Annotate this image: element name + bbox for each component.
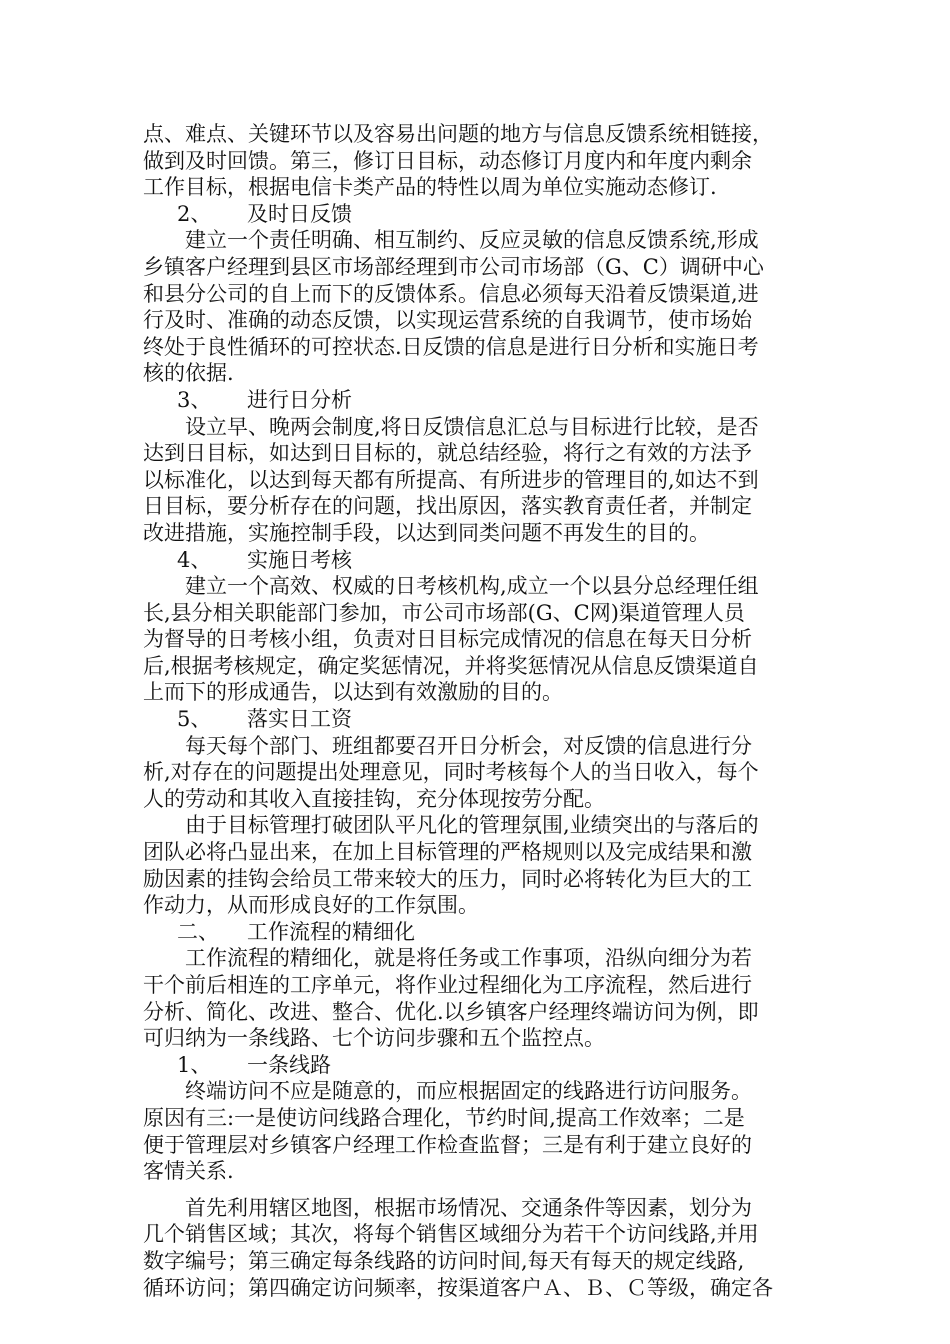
text-line: 和县分公司的自上而下的反馈体系。信息必须每天沿着反馈渠道,进 (143, 281, 759, 306)
paragraph (143, 227, 815, 387)
section-number: 3、 (177, 387, 212, 412)
text-line: 数字编号；第三确定每条线路的访问时间,每天有每天的规定线路, (143, 1248, 745, 1273)
text-line: 上而下的形成通告，以达到有效激励的目的。 (143, 680, 563, 705)
text-line: 建立一个高效、权威的日考核机构,成立一个以县分总经理任组 (185, 574, 759, 599)
section-title: 进行日分析 (247, 387, 352, 412)
text-line: 做到及时回馈。第三，修订日目标，动态修订月度内和年度内剩余 (143, 148, 752, 173)
text-line: 人的劳动和其收入直接挂钩，充分体现按劳分配。 (143, 786, 605, 811)
paragraph (143, 573, 815, 706)
paragraph (143, 733, 815, 813)
text-line: 以标准化，以达到每天都有所提高、有所进步的管理目的,如达不到 (143, 467, 759, 492)
text-line: 为督导的日考核小组，负责对日目标完成情况的信息在每天日分析 (143, 627, 752, 652)
text-line: 析,对存在的问题提出处理意见，同时考核每个人的当日收入，每个 (143, 760, 759, 785)
text-line: 改进措施，实施控制手段，以达到同类问题不再发生的目的。 (143, 520, 710, 545)
text-line: 励因素的挂钩会给员工带来较大的压力，同时必将转化为巨大的工 (143, 866, 752, 891)
paragraph (143, 1195, 815, 1301)
text-line: 乡镇客户经理到县区市场部经理到市公司市场部（G、C）调研中心 (143, 254, 764, 279)
paragraph (143, 945, 815, 1051)
paragraph (143, 812, 815, 918)
paragraph-gap (143, 1185, 815, 1195)
text-line: 由于目标管理打破团队平凡化的管理氛围,业绩突出的与落后的 (185, 813, 759, 838)
text-line: 长,县分相关职能部门参加，市公司市场部(G、C网)渠道管理人员 (143, 600, 745, 625)
text-line: 可归纳为一条线路、七个访问步骤和五个监控点。 (143, 1026, 605, 1051)
section-heading (143, 547, 815, 574)
document-body (143, 121, 815, 1301)
text-line: 首先利用辖区地图，根据市场情况、交通条件等因素，划分为 (185, 1195, 752, 1220)
text-line: 每天每个部门、班组都要召开日分析会，对反馈的信息进行分 (185, 733, 752, 758)
text-line: 后,根据考核规定，确定奖惩情况，并将奖惩情况从信息反馈渠道自 (143, 653, 759, 678)
paragraph (143, 1078, 815, 1184)
text-line: 工作流程的精细化，就是将任务或工作事项，沿纵向细分为若 (185, 946, 752, 971)
text-line: 工作目标，根据电信卡类产品的特性以周为单位实施动态修订. (143, 175, 717, 200)
text-line: 便于管理层对乡镇客户经理工作检查监督；三是有利于建立良好的 (143, 1132, 752, 1157)
text-line: 终处于良性循环的可控状态.日反馈的信息是进行日分析和实施日考 (143, 334, 759, 359)
section-title: 实施日考核 (247, 547, 352, 572)
section-title: 落实日工资 (247, 707, 352, 732)
text-line: 达到日目标，如达到日目标的，就总结经验，将行之有效的方法予 (143, 441, 752, 466)
text-line: 建立一个责任明确、相互制约、反应灵敏的信息反馈系统,形成 (185, 228, 759, 253)
section-number: 1、 (177, 1052, 212, 1077)
section-heading (143, 201, 815, 228)
text-line: 核的依据. (143, 361, 234, 386)
text-line: 循环访问；第四确定访问频率，按渠道客户Ａ、Ｂ、Ｃ等级，确定各 (143, 1275, 773, 1300)
text-line: 干个前后相连的工序单元，将作业过程细化为工序流程，然后进行 (143, 973, 752, 997)
text-line: 终端访问不应是随意的，而应根据固定的线路进行访问服务。 (185, 1079, 752, 1104)
section-title: 工作流程的精细化 (247, 919, 415, 944)
section-number: 二、 (177, 919, 219, 944)
text-line: 几个销售区域；其次，将每个销售区域细分为若干个访问线路,并用 (143, 1222, 759, 1247)
paragraph (143, 121, 815, 201)
text-line: 点、难点、关键环节以及容易出问题的地方与信息反馈系统相链接， (143, 122, 773, 146)
text-line: 团队必将凸显出来，在加上目标管理的严格规则以及完成结果和激 (143, 840, 752, 865)
section-number: 4、 (177, 547, 212, 572)
text-line: 作动力，从而形成良好的工作氛围。 (143, 893, 479, 918)
section-heading (143, 706, 815, 733)
text-line: 分析、简化、改进、整合、优化.以乡镇客户经理终端访问为例，即 (143, 999, 759, 1024)
section-number: 2、 (177, 201, 212, 226)
section-title: 一条线路 (247, 1052, 331, 1077)
section-heading (143, 1052, 815, 1079)
text-line: 行及时、准确的动态反馈，以实现运营系统的自我调节，使市场始 (143, 308, 752, 333)
section-title: 及时日反馈 (247, 201, 352, 226)
paragraph (143, 414, 815, 547)
text-line: 设立早、晚两会制度,将日反馈信息汇总与目标进行比较，是否 (185, 414, 759, 439)
text-line: 日目标，要分析存在的问题，找出原因，落实教育责任者，并制定 (143, 494, 752, 519)
section-number: 5、 (177, 707, 212, 732)
section-heading (143, 387, 815, 414)
section-heading (143, 919, 815, 946)
text-line: 客情关系. (143, 1159, 234, 1184)
text-line: 原因有三:一是使访问线路合理化，节约时间,提高工作效率；二是 (143, 1105, 745, 1130)
